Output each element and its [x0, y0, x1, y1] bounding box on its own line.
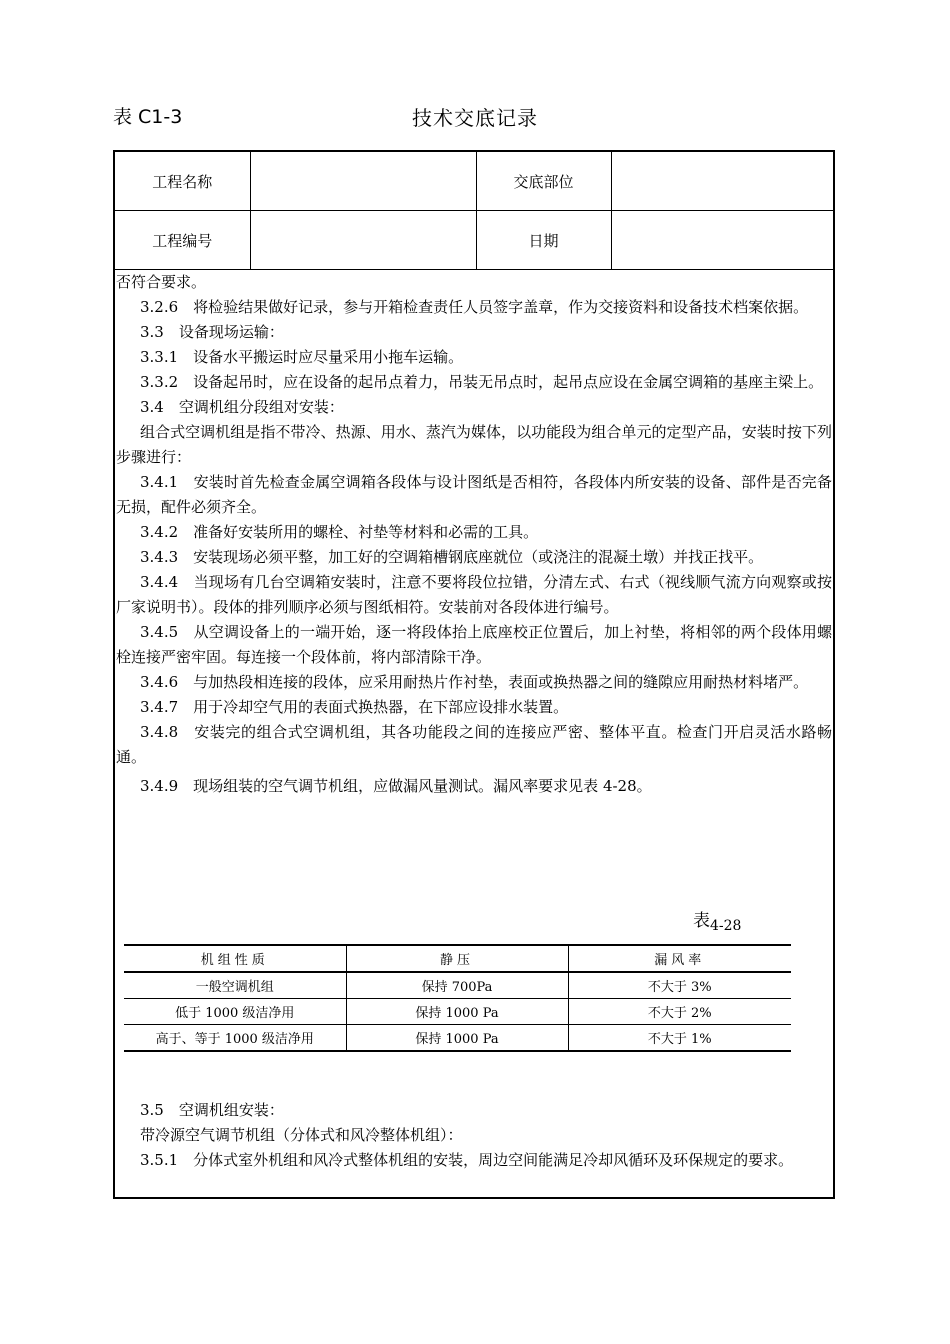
table-caption-number: 4-28 [710, 918, 742, 934]
table-caption [693, 906, 742, 934]
paragraph: 3.3.1 设备水平搬运时应尽量采用小拖车运输。 [140, 348, 464, 366]
table-row [124, 972, 791, 999]
table-caption-prefix: 表 [693, 911, 710, 931]
paragraph: 3.2.6 将检验结果做好记录，参与开箱检查责任人员签字盖章，作为交接资料和设备技术档案依据。 [140, 298, 809, 316]
table-cell: 低于 1000 级洁净用 [124, 999, 346, 1025]
table-cell: 保持 1000 Pa [346, 999, 568, 1025]
paragraph: 3.3.2 设备起吊时，应在设备的起吊点着力，吊装无吊点时，起吊点应设在金属空调箱的基座主梁上。 [140, 373, 824, 391]
page-title: 技术交底记录 [412, 106, 538, 130]
paragraph: 3.4 空调机组分段组对安装： [140, 398, 344, 416]
paragraph: 组合式空调机组是指不带冷、热源、用水、蒸汽为媒体，以功能段为组合单元的定型产品，安装时按下列步骤进行： [116, 423, 832, 466]
column-header: 机组性质 [124, 945, 346, 972]
body-text [115, 270, 833, 799]
table-cell: 不大于 1% [568, 1025, 791, 1052]
paragraph: 3.4.2 准备好安装所用的螺栓、衬垫等材料和必需的工具。 [140, 523, 539, 541]
paragraph: 3.4.1 安装时首先检查金属空调箱各段体与设计图纸是否相符，各段体内所安装的设备、部件是否完备无损，配件必须齐全。 [116, 473, 832, 516]
leak-rate-table [124, 944, 791, 1052]
paragraph: 3.4.4 当现场有几台空调箱安装时，注意不要将段位拉错，分清左式、右式（视线顺气流方向观察或按厂家说明书）。段体的排列顺序必须与图纸相符。安装前对各段体进行编号。 [116, 573, 832, 616]
table-cell: 保持 700Pa [346, 972, 568, 999]
project-name-field[interactable] [250, 152, 476, 211]
paragraph: 3.4.9 现场组装的空气调节机组，应做漏风量测试。漏风率要求见表 4-28。 [140, 777, 652, 795]
table-row [124, 1025, 791, 1052]
column-header: 漏风率 [568, 945, 791, 972]
table-row [124, 999, 791, 1025]
form-code: 表 C1-3 [113, 106, 183, 128]
paragraph: 3.4.3 安装现场必须平整，加工好的空调箱槽钢底座就位（或浇注的混凝土墩）并找正找平。 [140, 548, 764, 566]
paragraph: 3.3 设备现场运输： [140, 323, 284, 341]
paragraph: 3.5 空调机组安装： [140, 1101, 284, 1119]
table-cell: 一般空调机组 [195, 980, 274, 995]
body-text-continued [115, 1098, 833, 1173]
paragraph: 3.4.8 安装完的组合式空调机组，其各功能段之间的连接应严密、整体平直。检查门开启灵活水路畅通。 [116, 723, 832, 766]
project-name-label: 工程名称 [115, 152, 250, 211]
paragraph: 带冷源空气调节机组（分体式和风冷整体机组）： [140, 1126, 463, 1144]
paragraph: 3.5.1 分体式室外机组和风冷式整体机组的安装，周边空间能满足冷却风循环及环保规定的要求。 [140, 1151, 794, 1169]
project-no-field[interactable] [250, 211, 476, 270]
table-row [115, 211, 833, 270]
project-no-label: 工程编号 [115, 211, 250, 270]
table-cell: 保持 1000 Pa [346, 1025, 568, 1052]
document-frame [113, 150, 835, 1199]
table-row [115, 152, 833, 211]
column-header: 静压 [346, 945, 568, 972]
paragraph: 3.4.7 用于冷却空气用的表面式换热器，在下部应设排水装置。 [140, 698, 569, 716]
paragraph: 否符合要求。 [116, 273, 207, 291]
date-label: 日期 [476, 211, 611, 270]
location-label: 交底部位 [476, 152, 611, 211]
location-field[interactable] [611, 152, 833, 211]
table-header-row [124, 945, 791, 972]
table-cell: 不大于 3% [568, 972, 791, 999]
date-field[interactable] [611, 211, 833, 270]
paragraph: 3.4.5 从空调设备上的一端开始，逐一将段体抬上底座校正位置后，加上衬垫，将相邻的两个段体用螺栓连接严密牢固。每连接一个段体前，将内部清除干净。 [116, 623, 832, 666]
table-cell: 不大于 2% [568, 999, 791, 1025]
table-cell: 高于、等于 1000 级洁净用 [124, 1025, 346, 1052]
project-info-table [115, 152, 833, 270]
paragraph: 3.4.6 与加热段相连接的段体，应采用耐热片作衬垫，表面或换热器之间的缝隙应用耐热材料堵严。 [140, 673, 809, 691]
